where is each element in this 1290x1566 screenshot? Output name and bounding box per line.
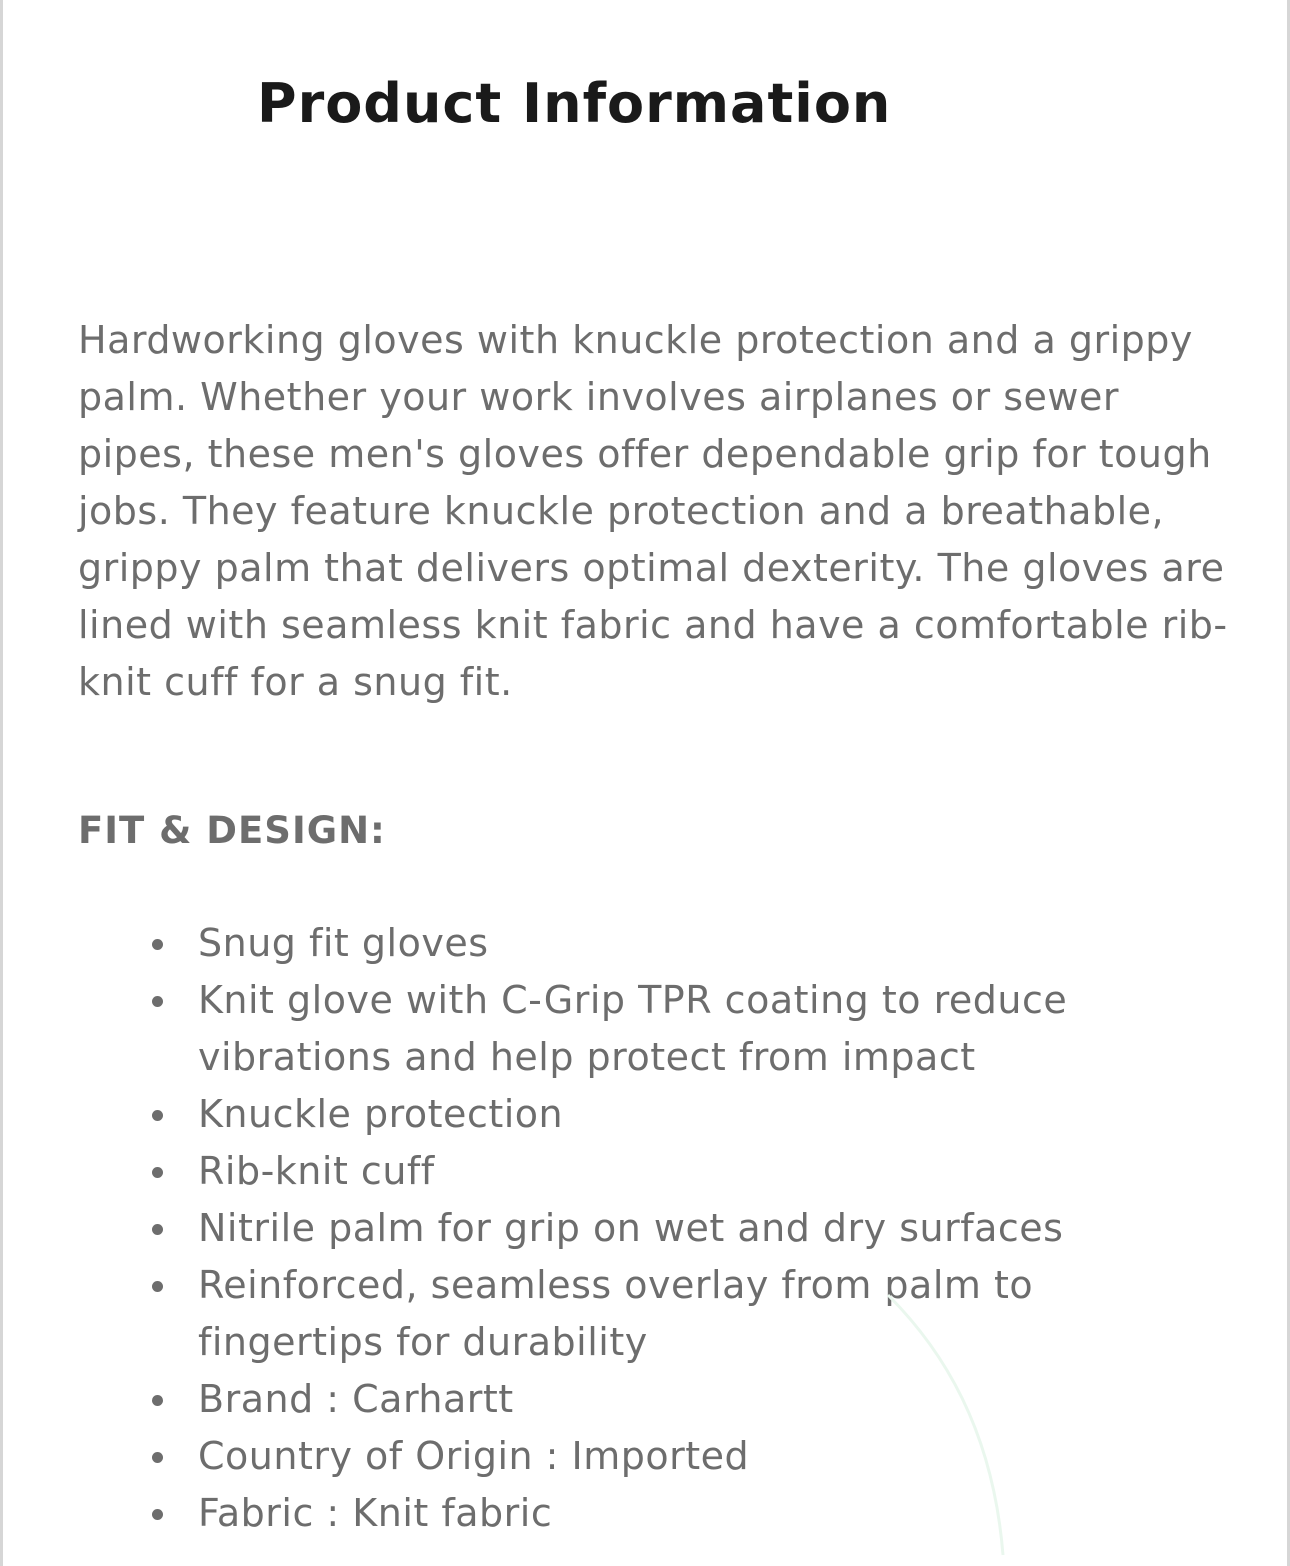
list-item: Brand : Carhartt (198, 1371, 1198, 1428)
fit-design-heading: FIT & DESIGN: (78, 809, 386, 852)
list-item: Knit glove with C-Grip TPR coating to reduce vibrations and help protect from impact (198, 972, 1198, 1086)
list-item: Snug fit gloves (198, 915, 1198, 972)
list-item: Nitrile palm for grip on wet and dry surfaces (198, 1200, 1198, 1257)
page-title: Product Information (257, 72, 892, 135)
product-description: Hardworking gloves with knuckle protection and a grippy palm. Whether your work involves airplanes or sewer pipes, these men's gloves offer dependable grip for tough jobs. They feature knuckle protection and a breathable, grippy palm that delivers optimal dexterity. The gloves are lined with seamless knit fabric and have a comfortable rib-knit cuff for a snug fit. (78, 318, 1228, 704)
list-item: Knuckle protection (198, 1086, 1198, 1143)
list-item: Fabric : Knit fabric (198, 1485, 1198, 1542)
list-item: Rib-knit cuff (198, 1143, 1198, 1200)
decorative-streak (883, 1290, 1013, 1560)
fit-design-list (198, 915, 1198, 1542)
list-item: Country of Origin : Imported (198, 1428, 1198, 1485)
list-item: Reinforced, seamless overlay from palm to fingertips for durability (198, 1257, 1198, 1371)
